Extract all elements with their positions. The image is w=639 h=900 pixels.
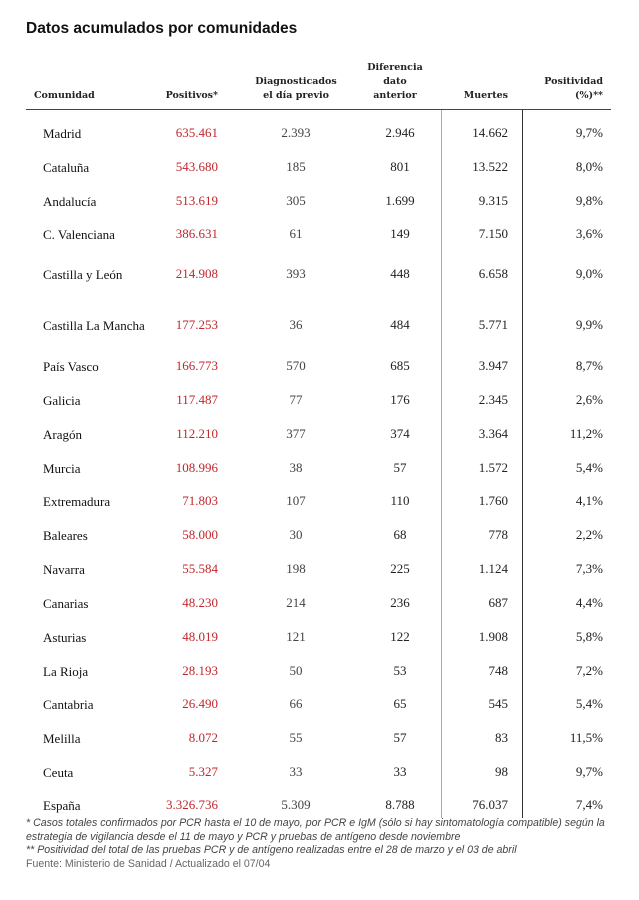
positividad-value: 8,0% xyxy=(575,159,603,174)
muertes-value: 1.908 xyxy=(478,629,508,644)
diagnosticados-value: 38 xyxy=(289,460,303,475)
community-name: Melilla xyxy=(43,730,81,746)
table-row xyxy=(0,484,639,518)
positividad-value: 7,3% xyxy=(575,561,603,576)
positividad-value: 9,0% xyxy=(575,266,603,281)
positividad-value: 2,2% xyxy=(575,527,603,542)
diagnosticados-value: 570 xyxy=(286,358,306,373)
muertes-value: 1.124 xyxy=(478,561,508,576)
header-diagnosticados-line1: Diagnosticados xyxy=(255,76,337,87)
table-row xyxy=(0,116,639,150)
diferencia-value: 225 xyxy=(390,561,410,576)
header-positividad-line1: Positividad xyxy=(544,76,603,87)
diferencia-value: 57 xyxy=(393,460,407,475)
diferencia-value: 236 xyxy=(390,595,410,610)
positividad-value: 5,8% xyxy=(575,629,603,644)
footnote-positividad: ** Positividad del total de las pruebas PCR y de antígeno realizadas entre el 28 de marzo y el 03 de abril xyxy=(26,844,517,856)
diferencia-value: 122 xyxy=(390,629,410,644)
positividad-value: 9,7% xyxy=(575,764,603,779)
table-row xyxy=(0,518,639,552)
positivos-value: 386.631 xyxy=(175,226,218,241)
table-row xyxy=(0,417,639,451)
positivos-value: 28.193 xyxy=(182,663,218,678)
positivos-value: 3.326.736 xyxy=(166,797,218,812)
diferencia-value: 2.946 xyxy=(385,125,415,140)
community-name: País Vasco xyxy=(43,358,99,374)
positivos-value: 543.680 xyxy=(175,159,218,174)
table-row xyxy=(0,305,639,345)
community-name: Navarra xyxy=(43,561,85,577)
positivos-value: 177.253 xyxy=(175,317,218,332)
positividad-value: 2,6% xyxy=(575,392,603,407)
diferencia-value: 801 xyxy=(390,159,410,174)
header-diferencia-line3: anterior xyxy=(373,90,417,101)
positivos-value: 166.773 xyxy=(175,358,218,373)
table-row xyxy=(0,184,639,218)
diagnosticados-value: 2.393 xyxy=(281,125,311,140)
positivos-value: 513.619 xyxy=(175,193,218,208)
diagnosticados-value: 55 xyxy=(289,730,303,745)
table-row xyxy=(0,687,639,721)
positividad-value: 9,7% xyxy=(575,125,603,140)
community-name: La Rioja xyxy=(43,663,89,679)
community-name: Baleares xyxy=(43,527,88,543)
muertes-value: 1.572 xyxy=(478,460,508,475)
diagnosticados-value: 33 xyxy=(289,764,303,779)
community-name: Cantabria xyxy=(43,696,94,712)
diferencia-value: 53 xyxy=(393,663,407,678)
footnotes xyxy=(26,817,616,871)
diagnosticados-value: 214 xyxy=(286,595,306,610)
muertes-value: 3.364 xyxy=(478,426,508,441)
diagnosticados-value: 107 xyxy=(286,493,306,508)
positividad-value: 5,4% xyxy=(575,460,603,475)
positivos-value: 48.230 xyxy=(182,595,218,610)
header-positivos: Positivos* xyxy=(165,90,218,101)
community-name: Canarias xyxy=(43,595,89,611)
positivos-value: 48.019 xyxy=(182,629,218,644)
header-diferencia xyxy=(345,61,445,103)
diagnosticados-value: 305 xyxy=(286,193,306,208)
diferencia-value: 110 xyxy=(390,493,410,508)
table-row xyxy=(0,552,639,586)
muertes-value: 687 xyxy=(488,595,508,610)
diagnosticados-value: 5.309 xyxy=(281,797,311,812)
positividad-value: 4,1% xyxy=(575,493,603,508)
diferencia-value: 484 xyxy=(390,317,410,332)
community-name: Cataluña xyxy=(43,159,90,175)
diferencia-value: 57 xyxy=(393,730,407,745)
muertes-value: 9.315 xyxy=(478,193,508,208)
muertes-value: 13.522 xyxy=(472,159,508,174)
community-name: España xyxy=(43,797,81,813)
community-name: Andalucía xyxy=(43,193,97,209)
community-name: Madrid xyxy=(43,125,82,141)
diferencia-value: 68 xyxy=(393,527,407,542)
community-name: Aragón xyxy=(43,426,82,442)
diferencia-value: 65 xyxy=(393,696,407,711)
diferencia-value: 448 xyxy=(390,266,410,281)
diagnosticados-value: 393 xyxy=(286,266,306,281)
diagnosticados-value: 30 xyxy=(289,527,303,542)
community-name: Galicia xyxy=(43,392,81,408)
positivos-value: 214.908 xyxy=(175,266,218,281)
positividad-value: 9,8% xyxy=(575,193,603,208)
community-name: Murcia xyxy=(43,460,81,476)
muertes-value: 5.771 xyxy=(478,317,508,332)
diferencia-value: 374 xyxy=(390,426,410,441)
table-row xyxy=(0,150,639,184)
table-row xyxy=(0,349,639,383)
header-diagnosticados xyxy=(236,75,356,103)
table-row xyxy=(0,654,639,688)
header-muertes: Muertes xyxy=(463,90,508,101)
muertes-value: 545 xyxy=(488,696,508,711)
community-name: Castilla y León xyxy=(43,266,123,282)
muertes-value: 98 xyxy=(495,764,508,779)
community-name: Ceuta xyxy=(43,764,74,780)
footnote-positivos: * Casos totales confirmados por PCR hasta el 10 de mayo, por PCR e IgM (sólo si hay sintomatología compatible) según la estrategia de vigilancia desde el 11 de mayo y PCR y pruebas de antígeno desde noviembre xyxy=(26,817,605,843)
diagnosticados-value: 77 xyxy=(289,392,303,407)
diagnosticados-value: 121 xyxy=(286,629,306,644)
table-row xyxy=(0,620,639,654)
positividad-value: 11,2% xyxy=(569,426,603,441)
positivos-value: 8.072 xyxy=(188,730,218,745)
muertes-value: 76.037 xyxy=(472,797,508,812)
muertes-value: 14.662 xyxy=(472,125,508,140)
table-row xyxy=(0,217,639,251)
diagnosticados-value: 377 xyxy=(286,426,306,441)
header-divider xyxy=(26,109,611,110)
community-name: Castilla La Mancha xyxy=(43,317,145,333)
positivos-value: 71.803 xyxy=(182,493,218,508)
positividad-value: 3,6% xyxy=(575,226,603,241)
header-positividad xyxy=(520,75,603,103)
positivos-value: 635.461 xyxy=(175,125,218,140)
positivos-value: 117.487 xyxy=(176,392,218,407)
header-diferencia-line2: dato xyxy=(383,76,407,87)
muertes-value: 748 xyxy=(488,663,508,678)
page-title: Datos acumulados por comunidades xyxy=(26,20,298,37)
muertes-value: 6.658 xyxy=(478,266,508,281)
diagnosticados-value: 50 xyxy=(289,663,303,678)
community-name: Extremadura xyxy=(43,493,111,509)
diferencia-value: 1.699 xyxy=(385,193,415,208)
table-row xyxy=(0,383,639,417)
table-row xyxy=(0,755,639,789)
muertes-value: 3.947 xyxy=(478,358,508,373)
header-comunidad: Comunidad xyxy=(34,90,95,101)
diagnosticados-value: 36 xyxy=(289,317,303,332)
positivos-value: 55.584 xyxy=(182,561,218,576)
header-diferencia-line1: Diferencia xyxy=(367,62,423,73)
positividad-value: 4,4% xyxy=(575,595,603,610)
positividad-value: 7,4% xyxy=(575,797,603,812)
diferencia-value: 149 xyxy=(390,226,410,241)
source-note: Fuente: Ministerio de Sanidad / Actualizado el 07/04 xyxy=(26,857,271,870)
header-diagnosticados-line2: el día previo xyxy=(263,90,329,101)
muertes-value: 2.345 xyxy=(478,392,508,407)
positivos-value: 26.490 xyxy=(182,696,218,711)
table-row xyxy=(0,721,639,755)
table-row xyxy=(0,451,639,485)
positivos-value: 108.996 xyxy=(175,460,218,475)
diferencia-value: 33 xyxy=(393,764,407,779)
muertes-value: 778 xyxy=(488,527,508,542)
diagnosticados-value: 185 xyxy=(286,159,306,174)
positividad-value: 7,2% xyxy=(575,663,603,678)
positividad-value: 5,4% xyxy=(575,696,603,711)
muertes-value: 1.760 xyxy=(478,493,508,508)
positivos-value: 5.327 xyxy=(188,764,218,779)
diferencia-value: 176 xyxy=(390,392,410,407)
community-name: Asturias xyxy=(43,629,87,645)
positivos-value: 58.000 xyxy=(182,527,218,542)
positividad-value: 11,5% xyxy=(569,730,603,745)
positividad-value: 9,9% xyxy=(575,317,603,332)
diagnosticados-value: 66 xyxy=(289,696,303,711)
muertes-value: 83 xyxy=(495,730,508,745)
diagnosticados-value: 198 xyxy=(286,561,306,576)
diferencia-value: 685 xyxy=(390,358,410,373)
header-positividad-line2: (%)** xyxy=(575,90,603,101)
positividad-value: 8,7% xyxy=(575,358,603,373)
community-name: C. Valenciana xyxy=(43,226,115,242)
diferencia-value: 8.788 xyxy=(385,797,415,812)
positivos-value: 112.210 xyxy=(176,426,218,441)
muertes-value: 7.150 xyxy=(478,226,508,241)
table-row xyxy=(0,254,639,294)
diagnosticados-value: 61 xyxy=(289,226,303,241)
table-row xyxy=(0,586,639,620)
